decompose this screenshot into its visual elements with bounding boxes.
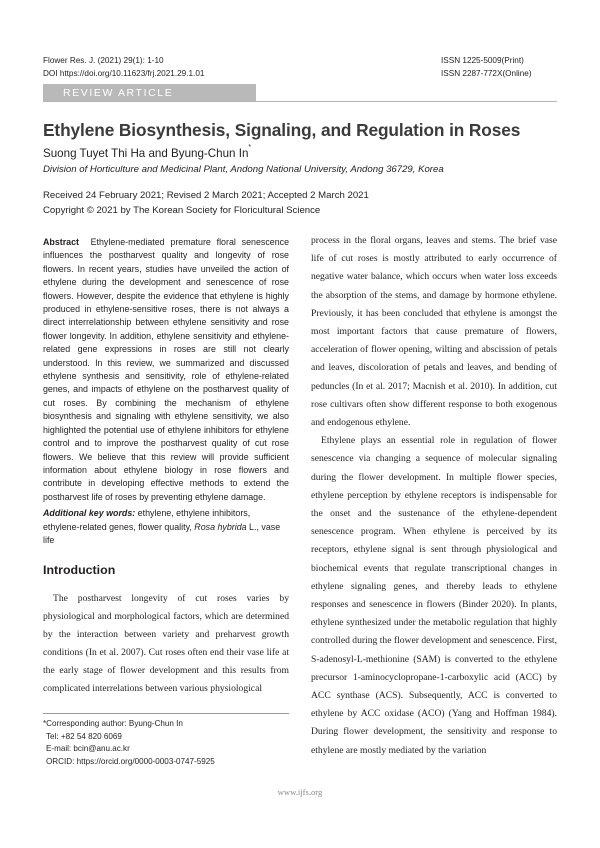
body-paragraph-2: Ethylene plays an essential role in regulation of flower senescence via changing a sequence of molecular signaling during the flower development. In multiple flower species, ethylene perception by ethylene receptors is indispensable for the onset and the sustenance of the ethylene-dependent senescence program. When ethylene is perceived by its receptors, ethylene signal is sent through physiological and biochemical events that regulate transcriptional changes in ethylene signaling genes, and thereby leads to ethylene responses and senescence in flowers (Binder 2020). In plants, ethylene synthesized under the metabolic regulation that highly controlled during the flower development and senescence. First, S-adenosyl-L-methionine (SAM) is converted to the ethylene precursor 1-aminocyclopropane-1-carboxylic acid (ACC) by ACC synthase (ACS). Subsequently, ACC is converted to ethylene by ACC oxidase (ACO) (Yang and Hoffman 1984). During flower development, the sensitivity and response to ethylene are mostly mediated by the variation bbox=[311, 435, 557, 756]
right-column bbox=[311, 232, 557, 760]
keywords-species: Rosa hybrida bbox=[194, 521, 247, 532]
copyright-line: Copyright © 2021 by The Korean Society for Floricultural Science bbox=[43, 204, 321, 216]
journal-website-footer[interactable]: www.ijfs.org bbox=[277, 787, 323, 797]
introduction-paragraph: The postharvest longevity of cut roses varies by physiological and morphological factors, which are determined by the interaction between variety and preharvest growth conditions (In et al. 2007). Cut roses often end their vase life at the early stage of flower development and this results from complicated interrelations between various physiological bbox=[43, 593, 289, 695]
author-names: Suong Tuyet Thi Ha and Byung-Chun In bbox=[43, 147, 249, 160]
journal-citation bbox=[43, 55, 204, 80]
doi-line[interactable]: DOI https://doi.org/10.11623/frj.2021.29.1.01 bbox=[43, 68, 205, 78]
header-divider bbox=[43, 101, 557, 102]
author-list bbox=[43, 144, 252, 160]
journal-line: Flower Res. J. (2021) 29(1): 1-10 bbox=[43, 56, 164, 65]
article-title: Ethylene Biosynthesis, Signaling, and Regulation in Roses bbox=[43, 120, 521, 140]
issn-print: ISSN 1225-5009(Print) bbox=[441, 56, 524, 65]
abstract-text: Ethylene-mediated premature floral senescence influences the postharvest quality and longevity of rose flowers. In recent years, studies have unveiled the action of ethylene during the development and senescence of rose flowers. However, despite the evidence that ethylene is highly produced in ethylene-sensitive roses, there is not always a direct interrelationship between ethylene sensitivity and rose flower longevity. In addition, ethylene sensitivity and ethylene-related gene expressions in roses are still not clearly understood. In this review, we summarized and discussed ethylene synthesis and sensitivity, role of ethylene-related genes, and impacts of ethylene on the postharvest quality of cut roses. By combining the mechanism of ethylene biosynthesis and signaling with ethylene sensitivity, we also highlighted the potential use of ethylene inhibitors for ethylene control and to improve the postharvest quality of cut rose flowers. We believe that this review will provide sufficient information about ethylene biology in rose flowers and contribute in developing effective methods to extend the postharvest life of roses by preventing ethylene damage. bbox=[43, 237, 290, 502]
affiliation: Division of Horticulture and Medicinal Plant, Andong National University, Andong 36729, Korea bbox=[43, 164, 444, 175]
section-heading-introduction: Introduction bbox=[43, 563, 116, 577]
publication-dates bbox=[43, 189, 369, 218]
footnote-divider bbox=[43, 713, 289, 714]
keywords bbox=[43, 507, 289, 547]
corresponding-author-footnote bbox=[43, 718, 215, 768]
keywords-text: ethylene, ethylene inhibitors, ethylene-related genes, flower quality, bbox=[43, 508, 251, 532]
keywords-text-end: L., vase life bbox=[43, 521, 281, 545]
received-line: Received 24 February 2021; Revised 2 March 2021; Accepted 2 March 2021 bbox=[43, 190, 369, 201]
footnote-corresponding: *Corresponding author: Byung-Chun In bbox=[43, 719, 183, 728]
left-column bbox=[43, 236, 289, 547]
footnote-orcid[interactable]: ORCID: https://orcid.org/0000-0003-0747-5925 bbox=[46, 756, 215, 766]
body-paragraph-1: process in the floral organs, leaves and stems. The brief vase life of cut roses is mostly attributed to early occurrence of negative water balance, which occurs when water loss exceeds the absorption of the stems, and damage by hormone ethylene. Previously, it has been concluded that ethylene is amongst the most important factors that cause premature of flowers, acceleration of flower opening, wilting and abscission of petals and leaves, discoloration of petals and leaves, and bending of peduncles (In et al. 2017; Macnish et al. 2010). In addition, cut rose cultivars often show different response to both exogenous and endogenous ethylene. bbox=[311, 235, 557, 429]
abstract bbox=[43, 236, 289, 504]
issn-block bbox=[441, 55, 532, 80]
issn-online: ISSN 2287-772X(Online) bbox=[441, 68, 532, 78]
footnote-tel: Tel: +82 54 820 6069 bbox=[46, 731, 122, 741]
article-type-banner: REVIEW ARTICLE bbox=[43, 84, 256, 102]
corresponding-author-mark: * bbox=[248, 144, 252, 151]
footnote-email[interactable]: E-mail: bcin@anu.ac.kr bbox=[46, 744, 130, 754]
abstract-label: Abstract bbox=[43, 237, 80, 247]
keywords-label: Additional key words: bbox=[43, 508, 136, 519]
